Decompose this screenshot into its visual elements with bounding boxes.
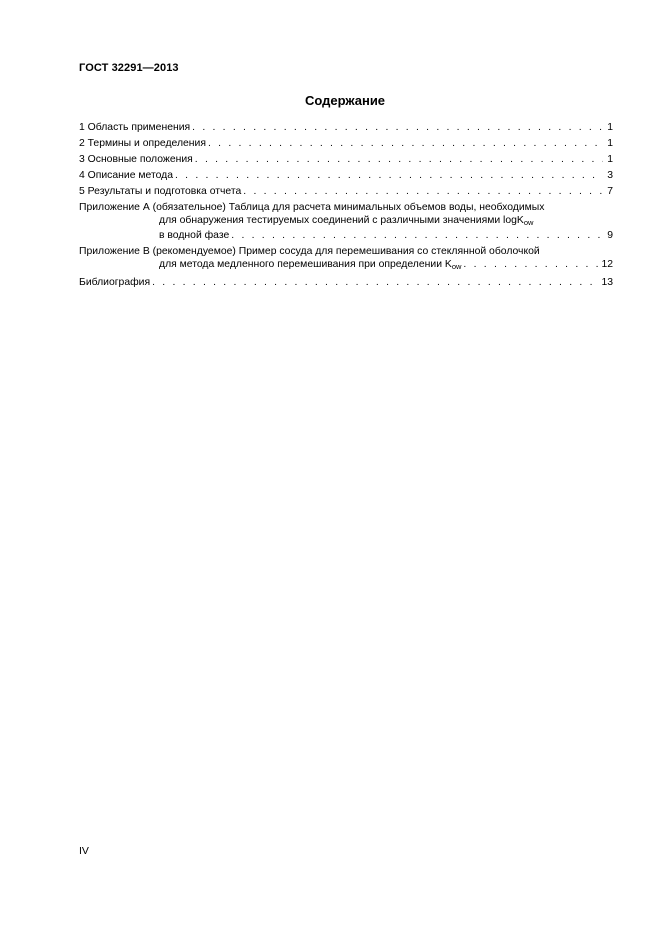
toc-entry-text: Приложение А (обязательное) Таблица для расчета минимальных объемов воды, необходимых <box>79 202 545 213</box>
toc-entry-text-main: для метода медленного перемешивания при определении K <box>159 259 452 270</box>
toc-leader-dots <box>208 137 603 150</box>
toc-entry-text: Приложение В (рекомендуемое) Пример сосуда для перемешивания со стеклянной оболочкой <box>79 246 540 257</box>
subscript-ow: ow <box>523 218 534 227</box>
toc-entry-text: 4 Описание метода <box>79 170 173 181</box>
toc-entry-text: 2 Термины и определения <box>79 138 206 149</box>
toc-entry-text: 3 Основные положения <box>79 154 193 165</box>
table-of-contents <box>79 121 613 292</box>
toc-entry-appendix-a[interactable] <box>79 201 613 242</box>
toc-page-number: 1 <box>607 138 613 149</box>
toc-page-number: 1 <box>607 122 613 133</box>
toc-entry-bibliography[interactable] <box>79 276 613 289</box>
toc-entry-text <box>159 214 533 229</box>
toc-entry-2[interactable] <box>79 137 613 150</box>
toc-entry-text-main: для обнаружения тестируемых соединений с различными значениями logK <box>159 215 524 226</box>
page-number-label: IV <box>79 845 89 857</box>
toc-page-number: 9 <box>607 230 613 241</box>
toc-appendix-a-line-3 <box>79 229 613 242</box>
toc-entry-appendix-b[interactable] <box>79 245 613 273</box>
toc-page-number: 7 <box>607 186 613 197</box>
subscript-ow: ow <box>451 262 462 271</box>
toc-appendix-a-line-1 <box>79 201 613 214</box>
toc-page-number: 13 <box>601 277 613 288</box>
toc-leader-dots <box>175 169 603 182</box>
toc-entry-1[interactable] <box>79 121 613 134</box>
toc-page-number: 12 <box>601 259 613 270</box>
toc-entry-3[interactable] <box>79 153 613 166</box>
toc-appendix-a-line-2 <box>79 214 613 229</box>
toc-leader-dots <box>195 153 603 166</box>
toc-entry-text <box>159 258 461 273</box>
toc-entry-4[interactable] <box>79 169 613 182</box>
standard-id: ГОСТ 32291—2013 <box>79 62 179 74</box>
toc-entry-5[interactable] <box>79 185 613 198</box>
toc-leader-dots <box>192 121 603 134</box>
toc-leader-dots <box>152 276 599 289</box>
toc-page-number: 1 <box>607 154 613 165</box>
toc-leader-dots <box>243 185 603 198</box>
toc-entry-text: 1 Область применения <box>79 122 191 133</box>
toc-leader-dots <box>463 258 599 271</box>
toc-appendix-b-line-2 <box>79 258 613 273</box>
toc-entry-text: Библиография <box>79 277 151 288</box>
toc-entry-text: 5 Результаты и подготовка отчета <box>79 186 242 197</box>
toc-leader-dots <box>231 229 603 242</box>
toc-entry-text: в водной фазе <box>159 230 230 241</box>
page-title: Содержание <box>304 93 386 108</box>
toc-appendix-b-line-1 <box>79 245 613 258</box>
toc-page-number: 3 <box>607 170 613 181</box>
